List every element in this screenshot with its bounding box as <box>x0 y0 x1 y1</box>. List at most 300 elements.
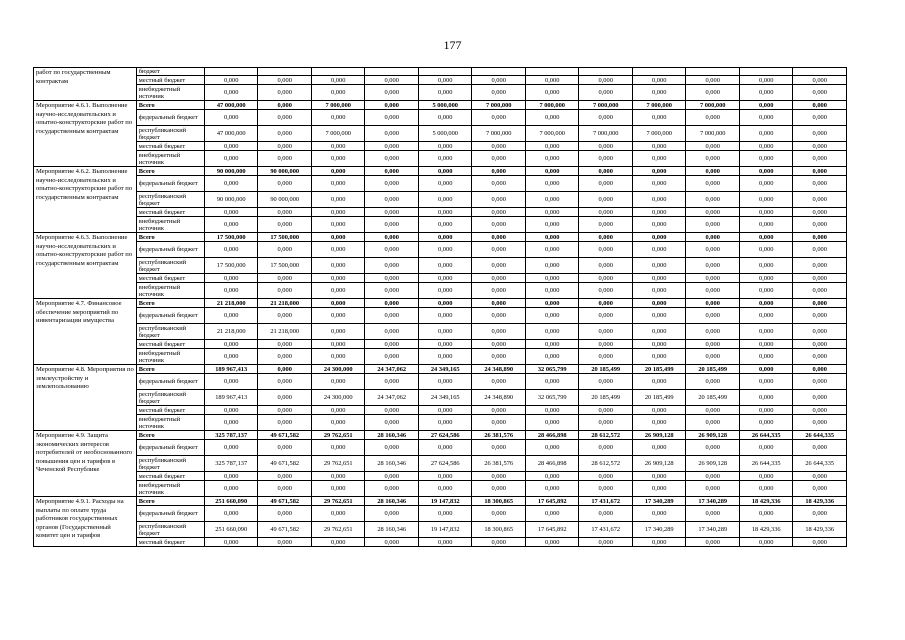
value-cell: 189 967,413 <box>204 390 258 406</box>
value-cell: 0,000 <box>472 192 526 208</box>
value-cell: 0,000 <box>311 283 365 299</box>
value-cell: 26 909,128 <box>686 456 740 472</box>
value-cell: 90 000,000 <box>258 167 312 176</box>
value-cell: 0,000 <box>793 233 847 242</box>
funding-source: местный бюджет <box>136 76 204 85</box>
value-cell: 0,000 <box>525 283 579 299</box>
value-cell: 0,000 <box>418 76 472 85</box>
value-cell: 0,000 <box>365 340 419 349</box>
value-cell: 0,000 <box>418 538 472 547</box>
value-cell: 0,000 <box>311 472 365 481</box>
value-cell: 0,000 <box>311 167 365 176</box>
value-cell: 0,000 <box>311 208 365 217</box>
table-row <box>34 374 847 390</box>
value-cell: 0,000 <box>472 349 526 365</box>
value-cell: 0,000 <box>258 242 312 258</box>
value-cell: 0,000 <box>525 299 579 308</box>
value-cell: 0,000 <box>793 208 847 217</box>
value-cell: 0,000 <box>579 440 633 456</box>
value-cell: 0,000 <box>579 274 633 283</box>
value-cell: 0,000 <box>311 299 365 308</box>
value-cell: 0,000 <box>418 440 472 456</box>
value-cell: 0,000 <box>311 176 365 192</box>
value-cell: 0,000 <box>632 233 686 242</box>
value-cell: 0,000 <box>686 110 740 126</box>
value-cell: 0,000 <box>258 151 312 167</box>
value-cell: 0,000 <box>472 538 526 547</box>
value-cell: 28 466,898 <box>525 431 579 440</box>
value-cell: 24 348,890 <box>472 390 526 406</box>
value-cell: 0,000 <box>365 299 419 308</box>
value-cell: 0,000 <box>418 110 472 126</box>
value-cell: 0,000 <box>793 167 847 176</box>
value-cell: 0,000 <box>525 440 579 456</box>
funding-source: местный бюджет <box>136 208 204 217</box>
value-cell: 0,000 <box>739 299 793 308</box>
value-cell: 0,000 <box>204 340 258 349</box>
value-cell: 0,000 <box>258 110 312 126</box>
value-cell: 0,000 <box>418 340 472 349</box>
value-cell: 26 909,128 <box>632 431 686 440</box>
value-cell: 0,000 <box>365 415 419 431</box>
funding-source: Всего <box>136 167 204 176</box>
value-cell: 0,000 <box>686 217 740 233</box>
value-cell: 0,000 <box>525 324 579 340</box>
value-cell <box>418 68 472 76</box>
value-cell: 0,000 <box>632 349 686 365</box>
value-cell: 0,000 <box>739 324 793 340</box>
value-cell: 28 466,898 <box>525 456 579 472</box>
value-cell: 0,000 <box>365 258 419 274</box>
value-cell: 0,000 <box>204 481 258 497</box>
value-cell: 0,000 <box>579 324 633 340</box>
funding-source: Всего <box>136 299 204 308</box>
value-cell: 0,000 <box>525 142 579 151</box>
value-cell: 0,000 <box>365 406 419 415</box>
value-cell: 20 185,499 <box>686 390 740 406</box>
value-cell: 0,000 <box>686 415 740 431</box>
value-cell: 0,000 <box>311 233 365 242</box>
value-cell: 24 347,062 <box>365 390 419 406</box>
value-cell: 0,000 <box>739 85 793 101</box>
value-cell: 0,000 <box>579 110 633 126</box>
value-cell: 0,000 <box>739 274 793 283</box>
table-row <box>34 142 847 151</box>
value-cell: 7 000,000 <box>525 126 579 142</box>
value-cell: 20 185,499 <box>686 365 740 374</box>
value-cell: 7 000,000 <box>525 101 579 110</box>
value-cell: 0,000 <box>472 374 526 390</box>
value-cell: 0,000 <box>686 167 740 176</box>
value-cell: 0,000 <box>686 472 740 481</box>
value-cell: 7 000,000 <box>686 101 740 110</box>
value-cell: 0,000 <box>204 374 258 390</box>
value-cell: 0,000 <box>311 349 365 365</box>
value-cell: 26 644,335 <box>739 456 793 472</box>
value-cell: 17 645,892 <box>525 497 579 506</box>
funding-source: местный бюджет <box>136 472 204 481</box>
value-cell: 28 160,346 <box>365 497 419 506</box>
value-cell: 0,000 <box>686 208 740 217</box>
value-cell: 18 429,336 <box>739 522 793 538</box>
funding-source: местный бюджет <box>136 274 204 283</box>
value-cell: 0,000 <box>579 242 633 258</box>
value-cell: 0,000 <box>579 340 633 349</box>
value-cell: 0,000 <box>204 538 258 547</box>
funding-source: внебюджетный источник <box>136 217 204 233</box>
table-row <box>34 481 847 497</box>
value-cell: 0,000 <box>472 308 526 324</box>
value-cell: 0,000 <box>258 126 312 142</box>
value-cell: 7 000,000 <box>311 101 365 110</box>
value-cell: 7 000,000 <box>579 101 633 110</box>
value-cell: 0,000 <box>472 324 526 340</box>
value-cell: 0,000 <box>204 349 258 365</box>
value-cell: 0,000 <box>365 142 419 151</box>
value-cell: 0,000 <box>258 481 312 497</box>
value-cell: 0,000 <box>311 538 365 547</box>
value-cell: 0,000 <box>472 208 526 217</box>
value-cell: 0,000 <box>204 242 258 258</box>
value-cell: 0,000 <box>739 167 793 176</box>
value-cell: 0,000 <box>739 126 793 142</box>
value-cell: 0,000 <box>525 538 579 547</box>
table-row <box>34 68 847 76</box>
value-cell: 0,000 <box>418 217 472 233</box>
value-cell: 0,000 <box>525 176 579 192</box>
measure-name: Мероприятие 4.7. Финансовое обеспечение мероприятий по инвентаризации имущества <box>34 299 137 365</box>
value-cell: 26 381,576 <box>472 456 526 472</box>
value-cell: 21 218,000 <box>258 299 312 308</box>
value-cell: 0,000 <box>472 233 526 242</box>
table-row <box>34 258 847 274</box>
value-cell <box>793 68 847 76</box>
value-cell: 0,000 <box>686 76 740 85</box>
value-cell: 0,000 <box>739 390 793 406</box>
value-cell: 0,000 <box>418 142 472 151</box>
value-cell: 0,000 <box>365 85 419 101</box>
value-cell: 0,000 <box>739 208 793 217</box>
value-cell <box>472 68 526 76</box>
value-cell: 0,000 <box>793 283 847 299</box>
value-cell: 0,000 <box>579 151 633 167</box>
value-cell: 0,000 <box>579 374 633 390</box>
value-cell: 0,000 <box>739 340 793 349</box>
value-cell: 17 340,289 <box>632 522 686 538</box>
budget-table <box>33 67 847 547</box>
value-cell: 0,000 <box>739 176 793 192</box>
value-cell: 18 300,865 <box>472 522 526 538</box>
value-cell: 29 762,651 <box>311 497 365 506</box>
value-cell: 0,000 <box>632 472 686 481</box>
value-cell: 0,000 <box>418 406 472 415</box>
value-cell: 0,000 <box>365 283 419 299</box>
value-cell: 0,000 <box>472 85 526 101</box>
value-cell <box>686 68 740 76</box>
value-cell: 0,000 <box>739 258 793 274</box>
value-cell: 0,000 <box>365 217 419 233</box>
value-cell: 0,000 <box>632 324 686 340</box>
value-cell: 0,000 <box>365 208 419 217</box>
value-cell: 0,000 <box>472 258 526 274</box>
value-cell: 0,000 <box>365 374 419 390</box>
value-cell: 0,000 <box>311 415 365 431</box>
value-cell: 0,000 <box>793 340 847 349</box>
value-cell: 90 000,000 <box>204 167 258 176</box>
value-cell: 0,000 <box>686 274 740 283</box>
table-row <box>34 110 847 126</box>
value-cell: 49 671,582 <box>258 522 312 538</box>
value-cell: 0,000 <box>525 308 579 324</box>
value-cell: 0,000 <box>525 274 579 283</box>
value-cell: 0,000 <box>418 506 472 522</box>
table-row <box>34 340 847 349</box>
value-cell: 0,000 <box>525 340 579 349</box>
value-cell: 0,000 <box>632 538 686 547</box>
value-cell: 0,000 <box>258 308 312 324</box>
value-cell: 0,000 <box>579 167 633 176</box>
measure-name: Мероприятие 4.6.1. Выполнение научно-исследовательских и опытно-конструкторские работ по государственным контрактам <box>34 101 137 167</box>
funding-source: федеральный бюджет <box>136 110 204 126</box>
value-cell: 0,000 <box>632 406 686 415</box>
table-row <box>34 308 847 324</box>
value-cell: 24 348,890 <box>472 365 526 374</box>
value-cell: 17 431,672 <box>579 497 633 506</box>
value-cell: 0,000 <box>311 481 365 497</box>
value-cell: 0,000 <box>686 299 740 308</box>
value-cell: 20 185,499 <box>579 390 633 406</box>
value-cell: 0,000 <box>579 472 633 481</box>
value-cell: 0,000 <box>793 415 847 431</box>
value-cell: 0,000 <box>525 415 579 431</box>
value-cell: 0,000 <box>365 481 419 497</box>
value-cell: 0,000 <box>365 76 419 85</box>
value-cell: 0,000 <box>793 406 847 415</box>
measure-name: Мероприятие 4.6.3. Выполнение научно-исследовательских и опытно-конструкторские работ по государственным контрактам <box>34 233 137 299</box>
value-cell: 0,000 <box>258 176 312 192</box>
value-cell: 0,000 <box>204 283 258 299</box>
value-cell: 7 000,000 <box>686 126 740 142</box>
value-cell: 19 147,832 <box>418 522 472 538</box>
value-cell: 0,000 <box>472 299 526 308</box>
table-row <box>34 176 847 192</box>
value-cell: 0,000 <box>418 242 472 258</box>
value-cell: 24 349,165 <box>418 365 472 374</box>
value-cell: 18 429,336 <box>739 497 793 506</box>
value-cell: 0,000 <box>686 538 740 547</box>
value-cell: 0,000 <box>686 233 740 242</box>
funding-source: бюджет <box>136 68 204 76</box>
value-cell: 0,000 <box>418 374 472 390</box>
value-cell: 90 000,000 <box>258 192 312 208</box>
value-cell: 26 644,335 <box>739 431 793 440</box>
funding-source: федеральный бюджет <box>136 374 204 390</box>
value-cell: 7 000,000 <box>632 126 686 142</box>
value-cell: 251 660,090 <box>204 497 258 506</box>
funding-source: местный бюджет <box>136 340 204 349</box>
table-row <box>34 365 847 374</box>
table-row <box>34 283 847 299</box>
value-cell: 0,000 <box>204 308 258 324</box>
value-cell: 0,000 <box>418 176 472 192</box>
value-cell: 0,000 <box>258 365 312 374</box>
value-cell: 251 660,090 <box>204 522 258 538</box>
value-cell: 0,000 <box>739 349 793 365</box>
table-row <box>34 472 847 481</box>
value-cell: 0,000 <box>365 101 419 110</box>
value-cell: 0,000 <box>525 151 579 167</box>
funding-source: Всего <box>136 233 204 242</box>
value-cell: 26 381,576 <box>472 431 526 440</box>
table-row <box>34 192 847 208</box>
funding-source: республиканский бюджет <box>136 324 204 340</box>
value-cell: 0,000 <box>632 192 686 208</box>
value-cell: 0,000 <box>739 440 793 456</box>
value-cell: 5 000,000 <box>418 101 472 110</box>
value-cell: 0,000 <box>418 192 472 208</box>
value-cell: 0,000 <box>311 406 365 415</box>
value-cell: 28 160,346 <box>365 431 419 440</box>
value-cell: 0,000 <box>739 283 793 299</box>
value-cell: 0,000 <box>739 506 793 522</box>
value-cell: 0,000 <box>418 208 472 217</box>
funding-source: Всего <box>136 497 204 506</box>
table-row <box>34 440 847 456</box>
value-cell: 0,000 <box>204 440 258 456</box>
value-cell <box>525 68 579 76</box>
value-cell: 0,000 <box>739 365 793 374</box>
value-cell: 0,000 <box>525 349 579 365</box>
funding-source: внебюджетный источник <box>136 349 204 365</box>
value-cell: 0,000 <box>365 274 419 283</box>
measure-name: Мероприятие 4.6.2. Выполнение научно-исследовательских и опытно-конструкторские работ по государственным контрактам <box>34 167 137 233</box>
value-cell: 0,000 <box>258 472 312 481</box>
funding-source: федеральный бюджет <box>136 242 204 258</box>
value-cell: 0,000 <box>686 258 740 274</box>
value-cell: 0,000 <box>793 85 847 101</box>
value-cell: 0,000 <box>739 151 793 167</box>
value-cell: 0,000 <box>793 390 847 406</box>
value-cell: 0,000 <box>739 233 793 242</box>
value-cell: 0,000 <box>204 85 258 101</box>
table-row <box>34 242 847 258</box>
value-cell: 28 160,346 <box>365 456 419 472</box>
value-cell: 0,000 <box>472 283 526 299</box>
value-cell: 17 500,000 <box>204 258 258 274</box>
value-cell: 0,000 <box>311 151 365 167</box>
value-cell: 0,000 <box>686 242 740 258</box>
value-cell: 0,000 <box>793 217 847 233</box>
value-cell: 0,000 <box>258 349 312 365</box>
value-cell: 0,000 <box>311 308 365 324</box>
value-cell: 0,000 <box>686 308 740 324</box>
funding-source: республиканский бюджет <box>136 126 204 142</box>
value-cell: 0,000 <box>793 440 847 456</box>
value-cell: 0,000 <box>579 538 633 547</box>
table-row <box>34 151 847 167</box>
value-cell: 49 671,582 <box>258 456 312 472</box>
value-cell: 0,000 <box>258 142 312 151</box>
value-cell: 0,000 <box>739 374 793 390</box>
value-cell: 0,000 <box>632 299 686 308</box>
value-cell <box>258 68 312 76</box>
value-cell: 0,000 <box>365 233 419 242</box>
value-cell: 0,000 <box>472 242 526 258</box>
value-cell: 26 644,335 <box>793 431 847 440</box>
value-cell: 0,000 <box>204 415 258 431</box>
value-cell: 0,000 <box>793 299 847 308</box>
value-cell: 0,000 <box>472 506 526 522</box>
value-cell: 0,000 <box>418 274 472 283</box>
value-cell: 0,000 <box>525 167 579 176</box>
value-cell <box>204 68 258 76</box>
measure-name: Мероприятие 4.9.1. Расходы на выплаты по оплате труда работников государственных органов (Государственный комитет цен и тарифов <box>34 497 137 547</box>
value-cell: 0,000 <box>204 217 258 233</box>
value-cell: 0,000 <box>525 481 579 497</box>
value-cell: 0,000 <box>472 217 526 233</box>
value-cell: 0,000 <box>632 274 686 283</box>
value-cell: 0,000 <box>739 406 793 415</box>
table-row <box>34 233 847 242</box>
value-cell: 0,000 <box>311 374 365 390</box>
value-cell: 0,000 <box>793 472 847 481</box>
table-row <box>34 76 847 85</box>
funding-source: республиканский бюджет <box>136 258 204 274</box>
value-cell: 0,000 <box>739 142 793 151</box>
value-cell: 0,000 <box>204 472 258 481</box>
value-cell: 0,000 <box>204 406 258 415</box>
value-cell: 0,000 <box>258 340 312 349</box>
value-cell: 0,000 <box>632 110 686 126</box>
value-cell: 0,000 <box>739 538 793 547</box>
value-cell: 0,000 <box>525 217 579 233</box>
value-cell: 0,000 <box>793 274 847 283</box>
value-cell: 0,000 <box>739 76 793 85</box>
value-cell: 21 218,000 <box>204 324 258 340</box>
value-cell: 47 000,000 <box>204 126 258 142</box>
value-cell: 189 967,413 <box>204 365 258 374</box>
value-cell: 7 000,000 <box>579 126 633 142</box>
funding-source: внебюджетный источник <box>136 415 204 431</box>
funding-source: внебюджетный источник <box>136 481 204 497</box>
value-cell: 0,000 <box>793 192 847 208</box>
value-cell <box>632 68 686 76</box>
value-cell: 0,000 <box>258 85 312 101</box>
value-cell: 17 500,000 <box>204 233 258 242</box>
value-cell: 0,000 <box>632 415 686 431</box>
value-cell: 17 340,289 <box>632 497 686 506</box>
value-cell: 0,000 <box>793 506 847 522</box>
value-cell: 17 500,000 <box>258 233 312 242</box>
value-cell: 0,000 <box>579 506 633 522</box>
value-cell: 0,000 <box>472 406 526 415</box>
value-cell: 0,000 <box>258 538 312 547</box>
value-cell: 24 300,000 <box>311 390 365 406</box>
value-cell: 0,000 <box>418 283 472 299</box>
value-cell: 24 300,000 <box>311 365 365 374</box>
table-row <box>34 324 847 340</box>
table-row <box>34 126 847 142</box>
value-cell: 0,000 <box>579 142 633 151</box>
page-number: 177 <box>443 38 462 52</box>
value-cell: 0,000 <box>418 472 472 481</box>
value-cell: 0,000 <box>258 76 312 85</box>
value-cell: 29 762,651 <box>311 431 365 440</box>
value-cell: 0,000 <box>632 374 686 390</box>
value-cell: 0,000 <box>579 176 633 192</box>
funding-source: федеральный бюджет <box>136 506 204 522</box>
value-cell: 0,000 <box>686 176 740 192</box>
